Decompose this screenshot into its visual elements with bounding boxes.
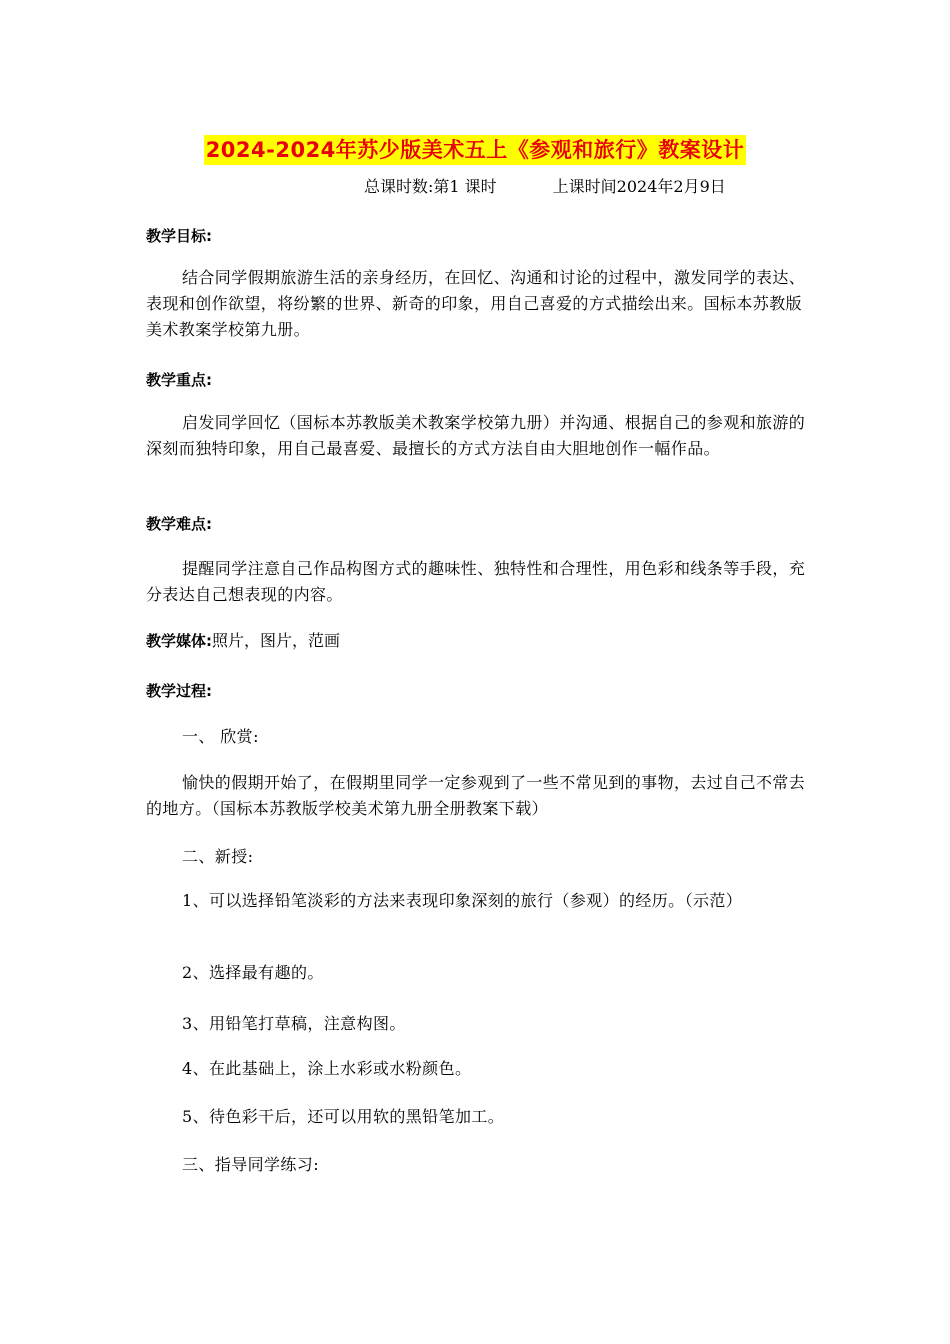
media-text: 照片，图片，范画 xyxy=(212,631,341,650)
difficulty-text: 提醒同学注意自己作品构图方式的趣味性、独特性和合理性，用色彩和线条等手段，充分表达自己想表现的内容。 xyxy=(146,559,806,604)
key-heading: 教学重点: xyxy=(146,371,212,389)
step2-item-3: 3、用铅笔打草稿，注意构图。 xyxy=(182,1014,406,1033)
media-heading: 教学媒体: xyxy=(146,632,212,650)
lesson-meta xyxy=(364,176,726,198)
process-heading: 教学过程: xyxy=(146,682,212,700)
step2-item-2: 2、选择最有趣的。 xyxy=(182,963,324,982)
total-hours: 总课时数:第1 课时 xyxy=(364,177,497,196)
step1-text: 愉快的假期开始了，在假期里同学一定参观到了一些不常见到的事物，去过自己不常去的地方。（国标本苏教版学校美术第九册全册教案下载） xyxy=(146,773,806,818)
goals-text: 结合同学假期旅游生活的亲身经历，在回忆、沟通和讨论的过程中，激发同学的表达、表现和创作欲望，将纷繁的世界、新奇的印象，用自己喜爱的方式描绘出来。国标本苏教版美术教案学校第九册。 xyxy=(146,268,806,339)
step2-item-1: 1、可以选择铅笔淡彩的方法来表现印象深刻的旅行（参观）的经历。（示范） xyxy=(182,891,743,910)
media-line xyxy=(146,628,810,654)
step2-item-5: 5、待色彩干后，还可以用软的黑铅笔加工。 xyxy=(182,1107,505,1126)
class-time: 上课时间2024年2月9日 xyxy=(552,177,726,196)
step3-title: 三、指导同学练习: xyxy=(182,1155,319,1174)
title-wrap xyxy=(0,135,950,165)
document-title: 2024-2024年苏少版美术五上《参观和旅行》教案设计 xyxy=(204,135,747,165)
key-text: 启发同学回忆（国标本苏教版美术教案学校第九册）并沟通、根据自己的参观和旅游的深刻而独特印象，用自己最喜爱、最擅长的方式方法自由大胆地创作一幅作品。 xyxy=(146,413,806,458)
difficulty-heading: 教学难点: xyxy=(146,515,212,533)
step1-title: 一、 欣赏: xyxy=(182,727,259,746)
step2-title: 二、新授: xyxy=(182,847,254,866)
goals-heading: 教学目标: xyxy=(146,227,212,245)
step2-item-4: 4、在此基础上，涂上水彩或水粉颜色。 xyxy=(182,1059,472,1078)
